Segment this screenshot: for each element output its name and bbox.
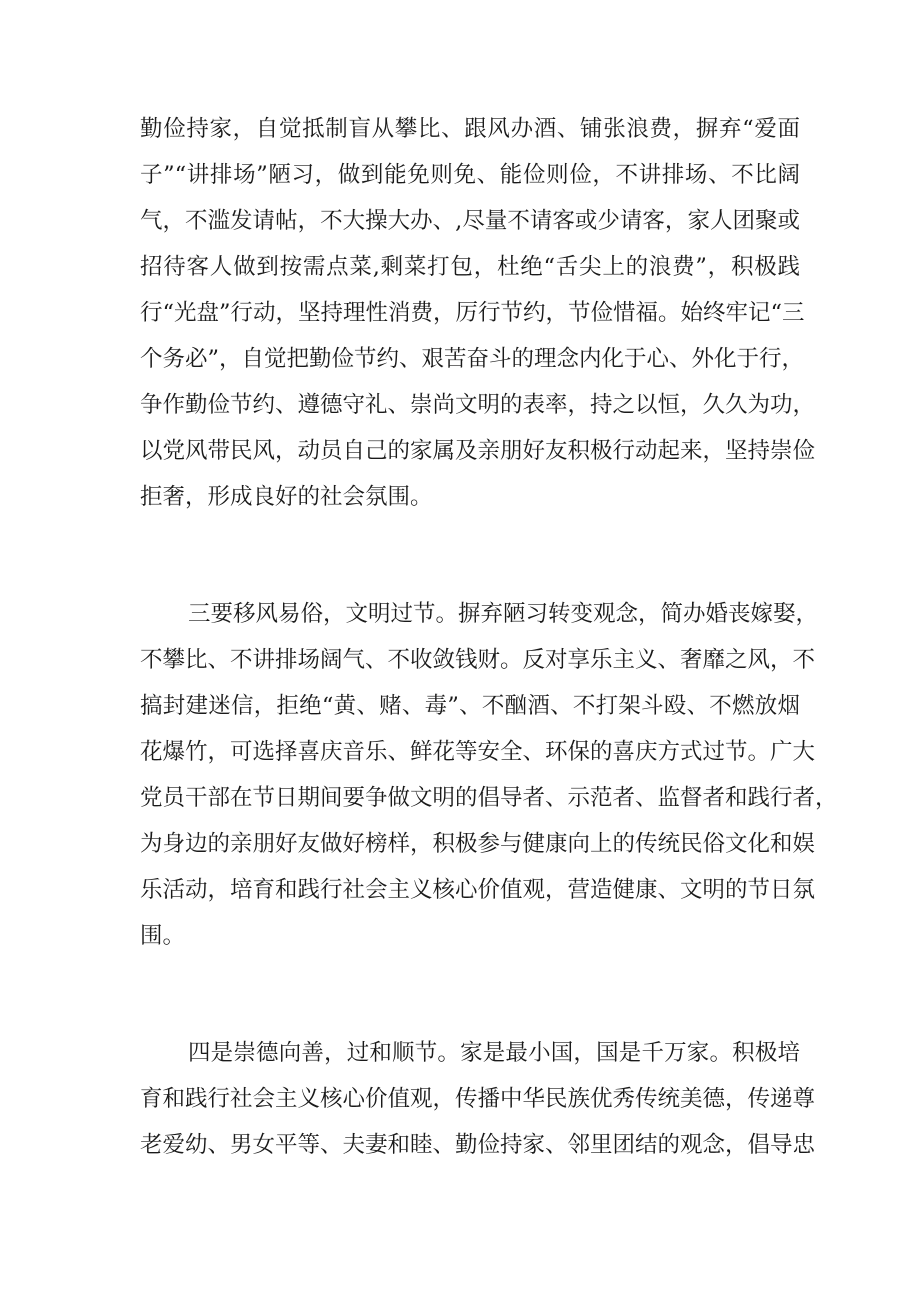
text-line: 搞封建迷信，拒绝“黄、赌、毒”、不酗酒、不打架斗殴、不燃放烟 — [140, 693, 800, 719]
text-line: 育和践行社会主义核心价值观，传播中华民族优秀传统美德，传递尊 — [140, 1086, 816, 1112]
text-line: 争作勤俭节约、遵德守礼、崇尚文明的表率，持之以恒，久久为功， — [140, 392, 816, 418]
text-line: 花爆竹，可选择喜庆音乐、鲜花等安全、环保的喜庆方式过节。广大 — [140, 739, 816, 765]
text-line: 乐活动，培育和践行社会主义核心价值观，营造健康、文明的节日氛 — [140, 877, 816, 903]
text-line: 气，不滥发请帖，不大操大办、,尽量不请客或少请客，家人团聚或 — [140, 208, 800, 234]
text-line: 拒奢，形成良好的社会氛围。 — [140, 484, 433, 510]
text-line: 招待客人做到按需点菜,剩菜打包，杜绝“舌尖上的浪费”，积极践 — [140, 254, 800, 280]
text-line: 勤俭持家，自觉抵制盲从攀比、跟风办酒、铺张浪费，摒弃“爱面 — [140, 116, 800, 142]
text-line: 子”“讲排场”陋习，做到能免则免、能俭则俭，不讲排场、不比阔 — [140, 162, 800, 188]
text-line: 行“光盘”行动，坚持理性消费，厉行节约，节俭惜福。始终牢记“三 — [140, 300, 805, 326]
text-line: 围。 — [140, 923, 186, 949]
text-line: 以党风带民风，动员自己的家属及亲朋好友积极行动起来，坚持崇俭 — [140, 438, 816, 464]
text-line: 个务必”，自觉把勤俭节约、艰苦奋斗的理念内化于心、外化于行， — [140, 346, 805, 372]
text-line: 为身边的亲朋好友做好榜样，积极参与健康向上的传统民俗文化和娱 — [140, 831, 816, 857]
text-line: 四是崇德向善，过和顺节。家是最小国，国是千万家。积极培 — [188, 1040, 800, 1066]
text-line: 党员干部在节日期间要争做文明的倡导者、示范者、监督者和践行者， — [140, 785, 838, 811]
text-line: 不攀比、不讲排场阔气、不收敛钱财。反对享乐主义、奢靡之风，不 — [140, 647, 816, 673]
text-line: 三要移风易俗，文明过节。摒弃陋习转变观念，简办婚丧嫁娶， — [188, 601, 819, 627]
text-line: 老爱幼、男女平等、夫妻和睦、勤俭持家、邻里团结的观念，倡导忠 — [140, 1132, 816, 1158]
